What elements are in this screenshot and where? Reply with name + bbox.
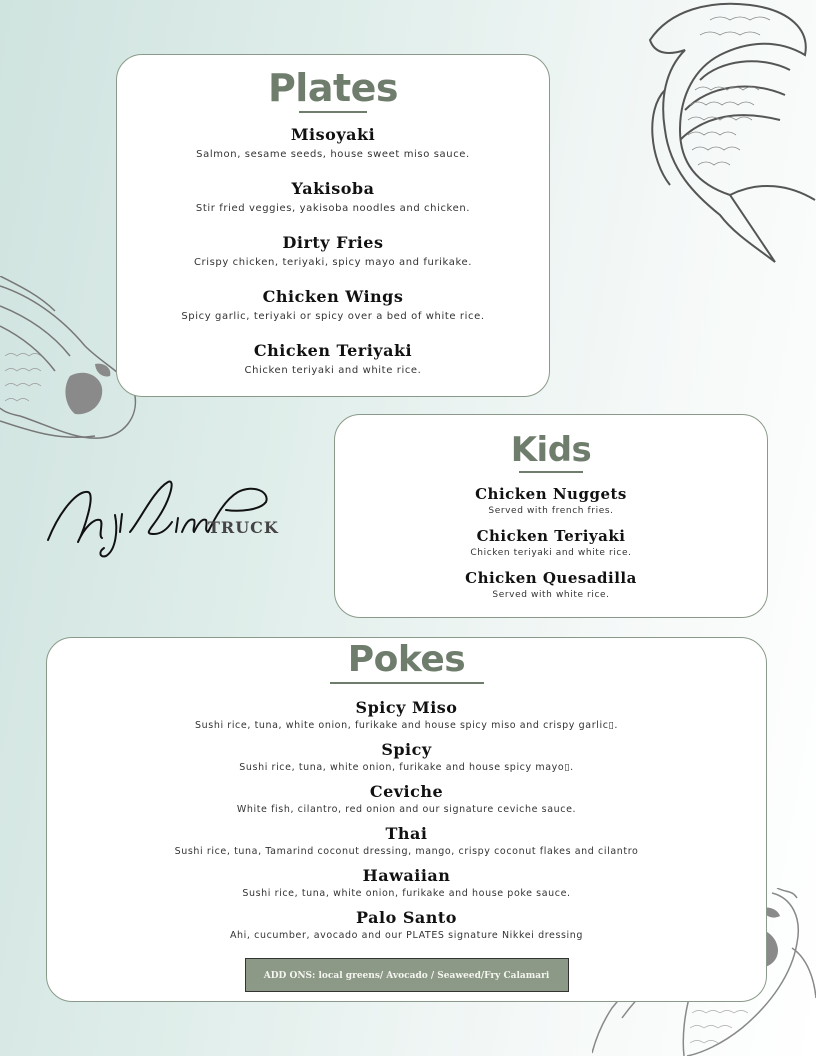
menu-item-description: Spicy garlic, teriyaki or spicy over a bed of white rice. [181, 311, 485, 322]
addons-banner: ADD ONS: local greens/ Avocado / Seaweed/Fry Calamari [245, 958, 569, 992]
menu-item [117, 233, 549, 287]
kids-card [334, 414, 768, 618]
menu-item [47, 740, 766, 782]
plates-title: Plates [267, 66, 399, 110]
menu-item [47, 782, 766, 824]
menu-item [117, 179, 549, 233]
menu-item-name: Misoyaki [290, 125, 376, 144]
plates-card [116, 54, 550, 397]
menu-item-name: Chicken Teriyaki [476, 527, 626, 545]
menu-item-name: Dirty Fries [282, 233, 384, 252]
menu-item-name: Hawaiian [362, 866, 451, 885]
kids-title-rule [519, 471, 583, 473]
menu-item-description: Served with white rice. [492, 590, 610, 600]
menu-item [335, 569, 767, 611]
menu-item [117, 287, 549, 341]
pokes-title: Pokes [347, 639, 466, 680]
menu-item-description: Served with french fries. [488, 506, 614, 516]
menu-item [117, 125, 549, 179]
menu-item-description: White fish, cilantro, red onion and our signature ceviche sauce. [236, 804, 577, 815]
logo-script-signature [40, 470, 290, 560]
menu-item-description: Chicken teriyaki and white rice. [244, 365, 422, 376]
menu-item-name: Chicken Teriyaki [253, 341, 413, 360]
menu-item-description: Sushi rice, tuna, Tamarind coconut dressing, mango, crispy coconut flakes and cilantro [174, 846, 639, 857]
koi-fish-top-right-illustration [640, 0, 816, 270]
menu-item-name: Spicy [381, 740, 432, 759]
ajilimo-truck-logo [40, 470, 290, 560]
menu-item [335, 527, 767, 569]
menu-item-name: Chicken Wings [262, 287, 404, 306]
kids-title: Kids [510, 430, 592, 470]
menu-item-name: Chicken Quesadilla [465, 569, 637, 587]
menu-item [47, 866, 766, 908]
menu-item-description: Chicken teriyaki and white rice. [470, 548, 632, 558]
logo-truck-word: TRUCK [208, 518, 279, 537]
menu-item-description: Sushi rice, tuna, white onion, furikake and house poke sauce. [242, 888, 571, 899]
menu-item-description: Sushi rice, tuna, white onion, furikake and house spicy mayo▯. [239, 762, 574, 773]
menu-item [47, 824, 766, 866]
menu-item-description: Stir fried veggies, yakisoba noodles and chicken. [195, 203, 471, 214]
menu-item [47, 908, 766, 950]
menu-item-description: Sushi rice, tuna, white onion, furikake and house spicy miso and crispy garlic▯. [195, 720, 618, 731]
menu-item-name: Palo Santo [356, 908, 457, 927]
menu-item-name: Thai [385, 824, 428, 843]
menu-item-description: Crispy chicken, teriyaki, spicy mayo and furikake. [193, 257, 473, 268]
menu-item-name: Ceviche [369, 782, 444, 801]
menu-item [47, 698, 766, 740]
menu-item-name: Spicy Miso [355, 698, 458, 717]
menu-item-name: Chicken Nuggets [475, 485, 627, 503]
menu-item-description: Salmon, sesame seeds, house sweet miso sauce. [196, 149, 470, 160]
menu-item [117, 341, 549, 395]
plates-title-rule [299, 111, 367, 113]
pokes-title-rule [330, 682, 484, 684]
menu-item-description: Ahi, cucumber, avocado and our PLATES signature Nikkei dressing [229, 930, 584, 941]
pokes-card [46, 637, 767, 1002]
menu-item [335, 485, 767, 527]
menu-item-name: Yakisoba [291, 179, 375, 198]
